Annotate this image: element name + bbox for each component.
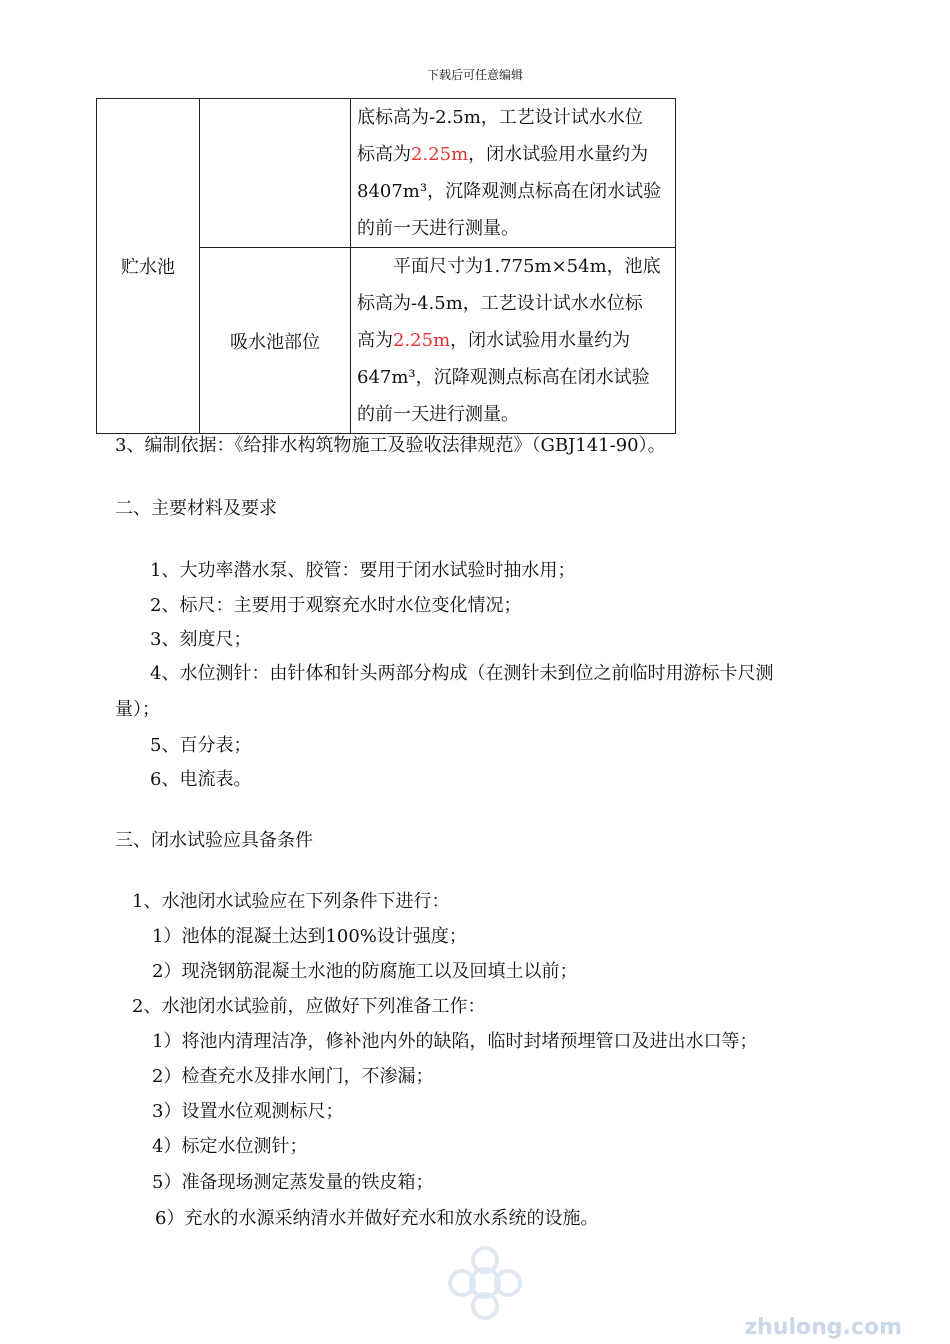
watermark-text: zhulong.com <box>744 1315 902 1340</box>
part-cell-1 <box>200 99 351 248</box>
desc-line <box>357 322 675 359</box>
spec-table <box>96 98 676 434</box>
material-item-cont: 量）； <box>115 699 160 720</box>
condition1-title: 1、水池闭水试验应在下列条件下进行： <box>132 891 450 912</box>
desc-line <box>357 285 675 322</box>
condition2-item: 5）准备现场测定蒸发量的铁皮箱； <box>152 1172 434 1193</box>
desc-text: 8407m³，沉降观测点标高在闭水试验 <box>357 181 662 202</box>
material-item: 4、水位测针：由针体和针头两部分构成（在测针未到位之前临时用游标卡尺测 <box>150 663 774 684</box>
desc-text: ，闭水试验用水量约为 <box>468 144 649 165</box>
condition2-item: 3）设置水位观测标尺； <box>152 1101 344 1122</box>
desc-text: 标高为-4.5m，工艺设计试水水位标 <box>357 293 643 314</box>
desc-line <box>357 99 675 136</box>
desc-text: ，闭水试验用水量约为 <box>450 330 631 351</box>
desc-line <box>357 136 675 173</box>
part-cell-2: 吸水池部位 <box>200 248 351 434</box>
desc-line <box>357 359 675 396</box>
material-item: 5、百分表； <box>150 735 252 756</box>
condition2-item: 6）充水的水源采纳清水并做好充水和放水系统的设施。 <box>155 1208 599 1229</box>
condition2-title: 2、水池闭水试验前，应做好下列准备工作： <box>132 996 486 1017</box>
desc-line <box>357 173 675 210</box>
desc-cell-1 <box>351 99 676 248</box>
water-level-value: 2.25m <box>393 330 451 351</box>
basis-line: 3、编制依据：《给排水构筑物施工及验收法律规范》（GBJ141-90）。 <box>115 435 666 456</box>
material-item: 3、刻度尺； <box>150 629 252 650</box>
material-item: 1、大功率潜水泵、胶管：要用于闭水试验时抽水用； <box>150 560 576 581</box>
desc-line <box>357 210 675 247</box>
section2-title: 二、主要材料及要求 <box>115 498 277 519</box>
watermark-flower-icon <box>440 1238 530 1328</box>
desc-text: 高为 <box>357 330 393 351</box>
page-header: 下载后可任意编辑 <box>426 68 523 82</box>
desc-line <box>357 396 675 433</box>
desc-text: 平面尺寸为1.775m×54m，池底 <box>357 256 661 277</box>
section3-title: 三、闭水试验应具备条件 <box>115 830 313 851</box>
desc-text: 的前一天进行测量。 <box>357 404 519 425</box>
condition2-item: 1）将池内清理洁净，修补池内外的缺陷，临时封堵预埋管口及进出水口等； <box>152 1031 758 1052</box>
condition1-item: 2）现浇钢筋混凝土水池的防腐施工以及回填土以前； <box>152 961 578 982</box>
desc-text: 底标高为-2.5m，工艺设计试水水位 <box>357 107 643 128</box>
desc-line <box>357 248 675 285</box>
desc-text: 标高为 <box>357 144 411 165</box>
material-item: 2、标尺：主要用于观察充水时水位变化情况； <box>150 595 522 616</box>
desc-text: 647m³，沉降观测点标高在闭水试验 <box>357 367 650 388</box>
desc-text: 的前一天进行测量。 <box>357 218 519 239</box>
condition1-item: 1）池体的混凝土达到100%设计强度； <box>152 926 467 947</box>
group-cell: 贮水池 <box>97 99 200 434</box>
water-level-value: 2.25m <box>411 144 469 165</box>
condition2-item: 4）标定水位测针； <box>152 1136 308 1157</box>
desc-cell-2 <box>351 248 676 434</box>
material-item: 6、电流表。 <box>150 769 252 790</box>
condition2-item: 2）检查充水及排水闸门，不渗漏； <box>152 1066 434 1087</box>
